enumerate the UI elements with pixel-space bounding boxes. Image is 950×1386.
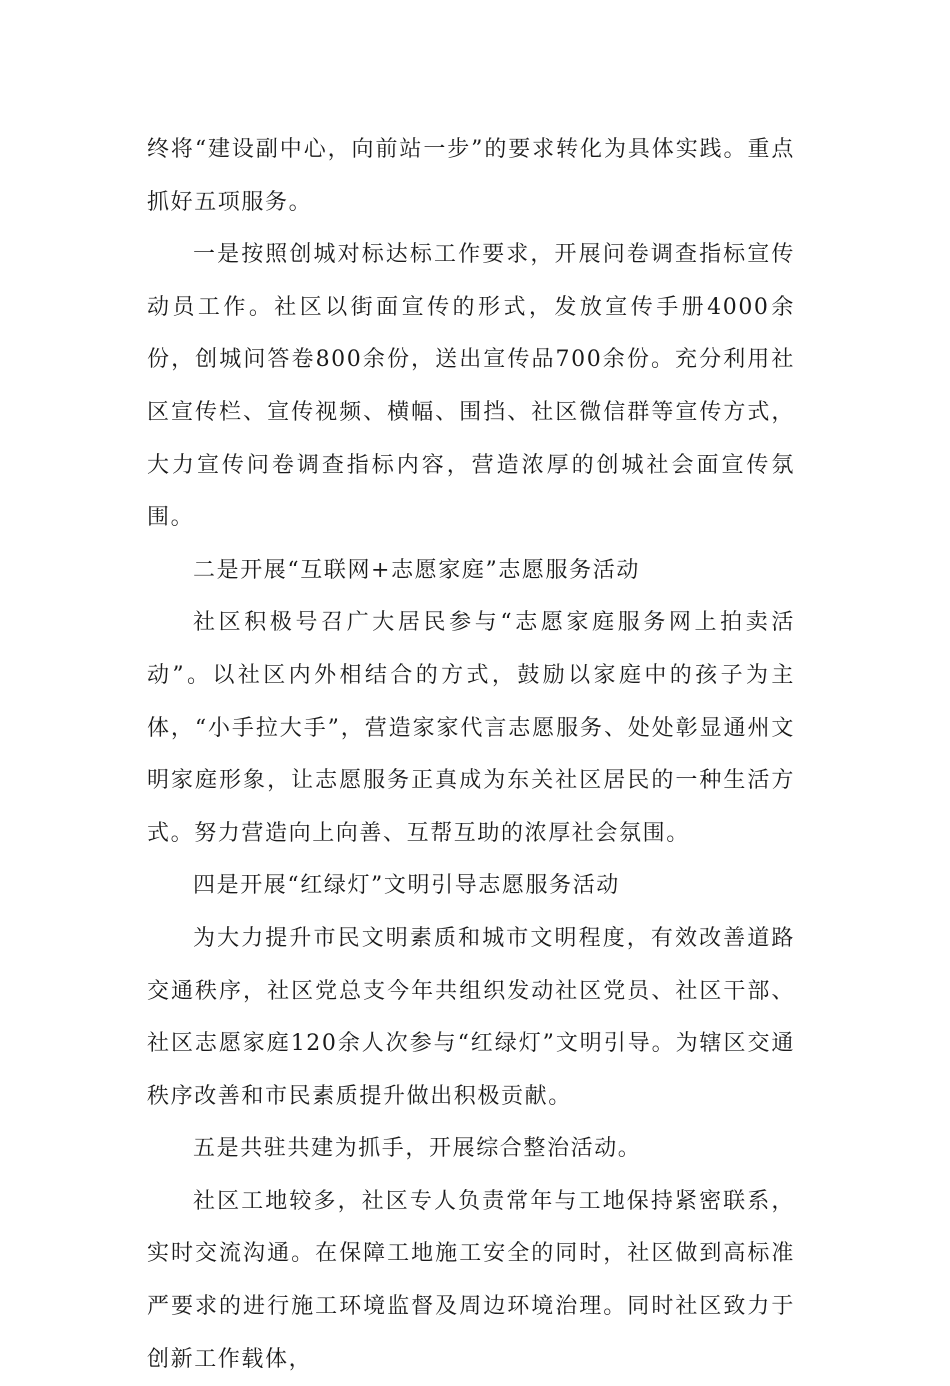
paragraph-construction-sites: 社区工地较多，社区专人负责常年与工地保持紧密联系，实时交流沟通。在保障工地施工安全的同时，社区做到高标准严要求的进行施工环境监督及周边环境治理。同时社区致力于创新工作载体， <box>147 1188 795 1372</box>
paragraph-item-one: 一是按照创城对标达标工作要求，开展问卷调查指标宣传动员工作。社区以街面宣传的形式，发放宣传手册4000余份，创城问答卷800余份，送出宣传品700余份。充分利用社区宣传栏、宣传视频、横幅、围挡、社区微信群等宣传方式，大力宣传问卷调查指标内容，营造浓厚的创城社会面宣传氛围。 <box>147 242 795 531</box>
paragraph-heading-four: 四是开展“红绿灯”文明引导志愿服务活动 <box>193 873 620 899</box>
paragraph-volunteer-family: 社区积极号召广大居民参与“志愿家庭服务网上拍卖活动”。以社区内外相结合的方式，鼓励以家庭中的孩子为主体，“小手拉大手”，营造家家代言志愿服务、处处彰显通州文明家庭形象，让志愿服务正真成为东关社区居民的一种生活方式。努力营造向上向善、互帮互助的浓厚社会氛围。 <box>147 610 795 846</box>
document-body <box>147 124 795 1386</box>
paragraph-heading-five: 五是共驻共建为抓手，开展综合整治活动。 <box>193 1136 642 1162</box>
paragraph-continuation: 终将“建设副中心，向前站一步”的要求转化为具体实践。重点抓好五项服务。 <box>147 137 795 215</box>
paragraph-heading-two: 二是开展“互联网+志愿家庭”志愿服务活动 <box>193 557 640 583</box>
paragraph-traffic-light: 为大力提升市民文明素质和城市文明程度，有效改善道路交通秩序，社区党总支今年共组织发动社区党员、社区干部、社区志愿家庭120余人次参与“红绿灯”文明引导。为辖区交通秩序改善和市民素质提升做出积极贡献。 <box>147 925 795 1109</box>
